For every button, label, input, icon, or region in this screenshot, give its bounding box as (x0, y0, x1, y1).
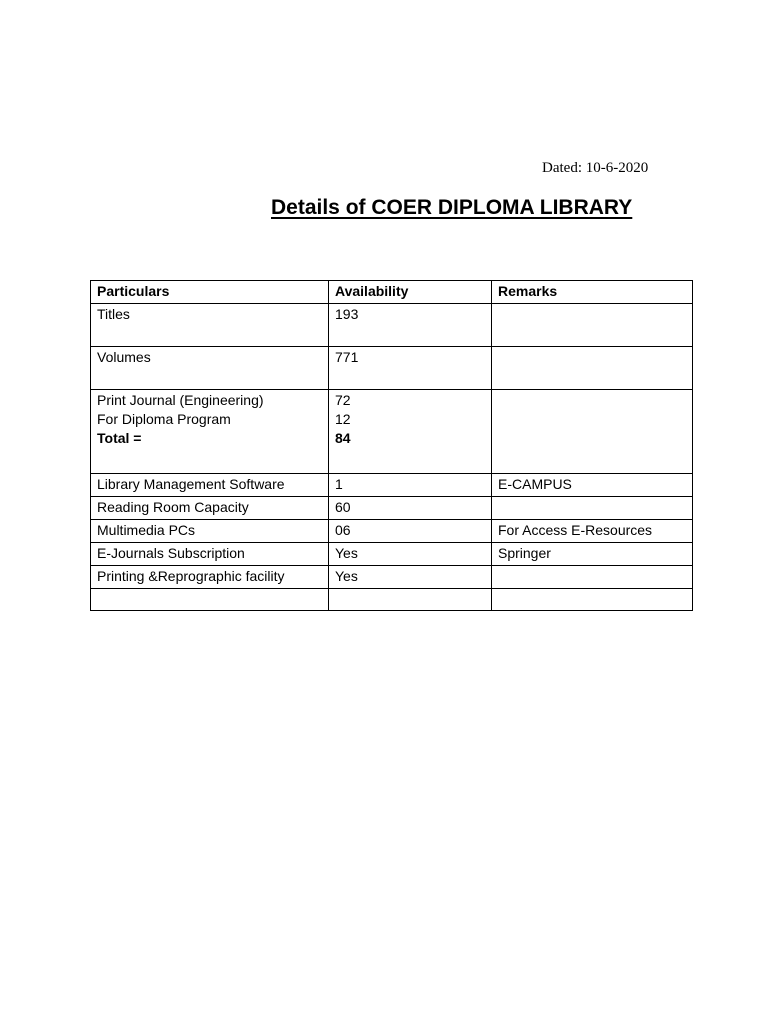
particulars-cell (91, 589, 329, 611)
table-row (91, 347, 693, 390)
remarks-cell: E-CAMPUS (492, 474, 693, 497)
column-header-availability: Availability (329, 281, 492, 304)
page-title: Details of COER DIPLOMA LIBRARY (271, 196, 633, 219)
availability-cell: 193 (329, 304, 492, 347)
particulars-cell: E-Journals Subscription (91, 543, 329, 566)
particulars-cell (91, 390, 329, 474)
remarks-cell (492, 347, 693, 390)
availability-cell (329, 589, 492, 611)
availability-cell: 60 (329, 497, 492, 520)
particulars-cell: Volumes (91, 347, 329, 390)
column-header-particulars: Particulars (91, 281, 329, 304)
table-row (91, 543, 693, 566)
particulars-line: For Diploma Program (97, 411, 231, 427)
availability-cell: Yes (329, 566, 492, 589)
remarks-cell (492, 497, 693, 520)
availability-cell (329, 390, 492, 474)
remarks-cell (492, 589, 693, 611)
particulars-line: Print Journal (Engineering) (97, 392, 264, 408)
table-row (91, 589, 693, 611)
table-row (91, 566, 693, 589)
particulars-cell: Library Management Software (91, 474, 329, 497)
availability-line: 12 (335, 411, 351, 427)
dated-label: Dated: 10-6-2020 (542, 160, 649, 176)
availability-cell: 06 (329, 520, 492, 543)
table-row (91, 304, 693, 347)
particulars-cell: Titles (91, 304, 329, 347)
library-details-table (90, 280, 693, 611)
remarks-cell (492, 566, 693, 589)
remarks-cell: Springer (492, 543, 693, 566)
column-header-remarks: Remarks (492, 281, 693, 304)
table-row (91, 474, 693, 497)
table-row (91, 520, 693, 543)
particulars-cell: Multimedia PCs (91, 520, 329, 543)
table-row (91, 390, 693, 474)
remarks-cell (492, 304, 693, 347)
total-label: Total = (97, 430, 142, 446)
availability-cell: 1 (329, 474, 492, 497)
availability-cell: 771 (329, 347, 492, 390)
particulars-cell: Reading Room Capacity (91, 497, 329, 520)
table-row (91, 497, 693, 520)
table-header-row (91, 281, 693, 304)
remarks-cell: For Access E-Resources (492, 520, 693, 543)
particulars-cell: Printing &Reprographic facility (91, 566, 329, 589)
availability-cell: Yes (329, 543, 492, 566)
availability-line: 72 (335, 392, 351, 408)
total-value: 84 (335, 430, 351, 446)
remarks-cell (492, 390, 693, 474)
